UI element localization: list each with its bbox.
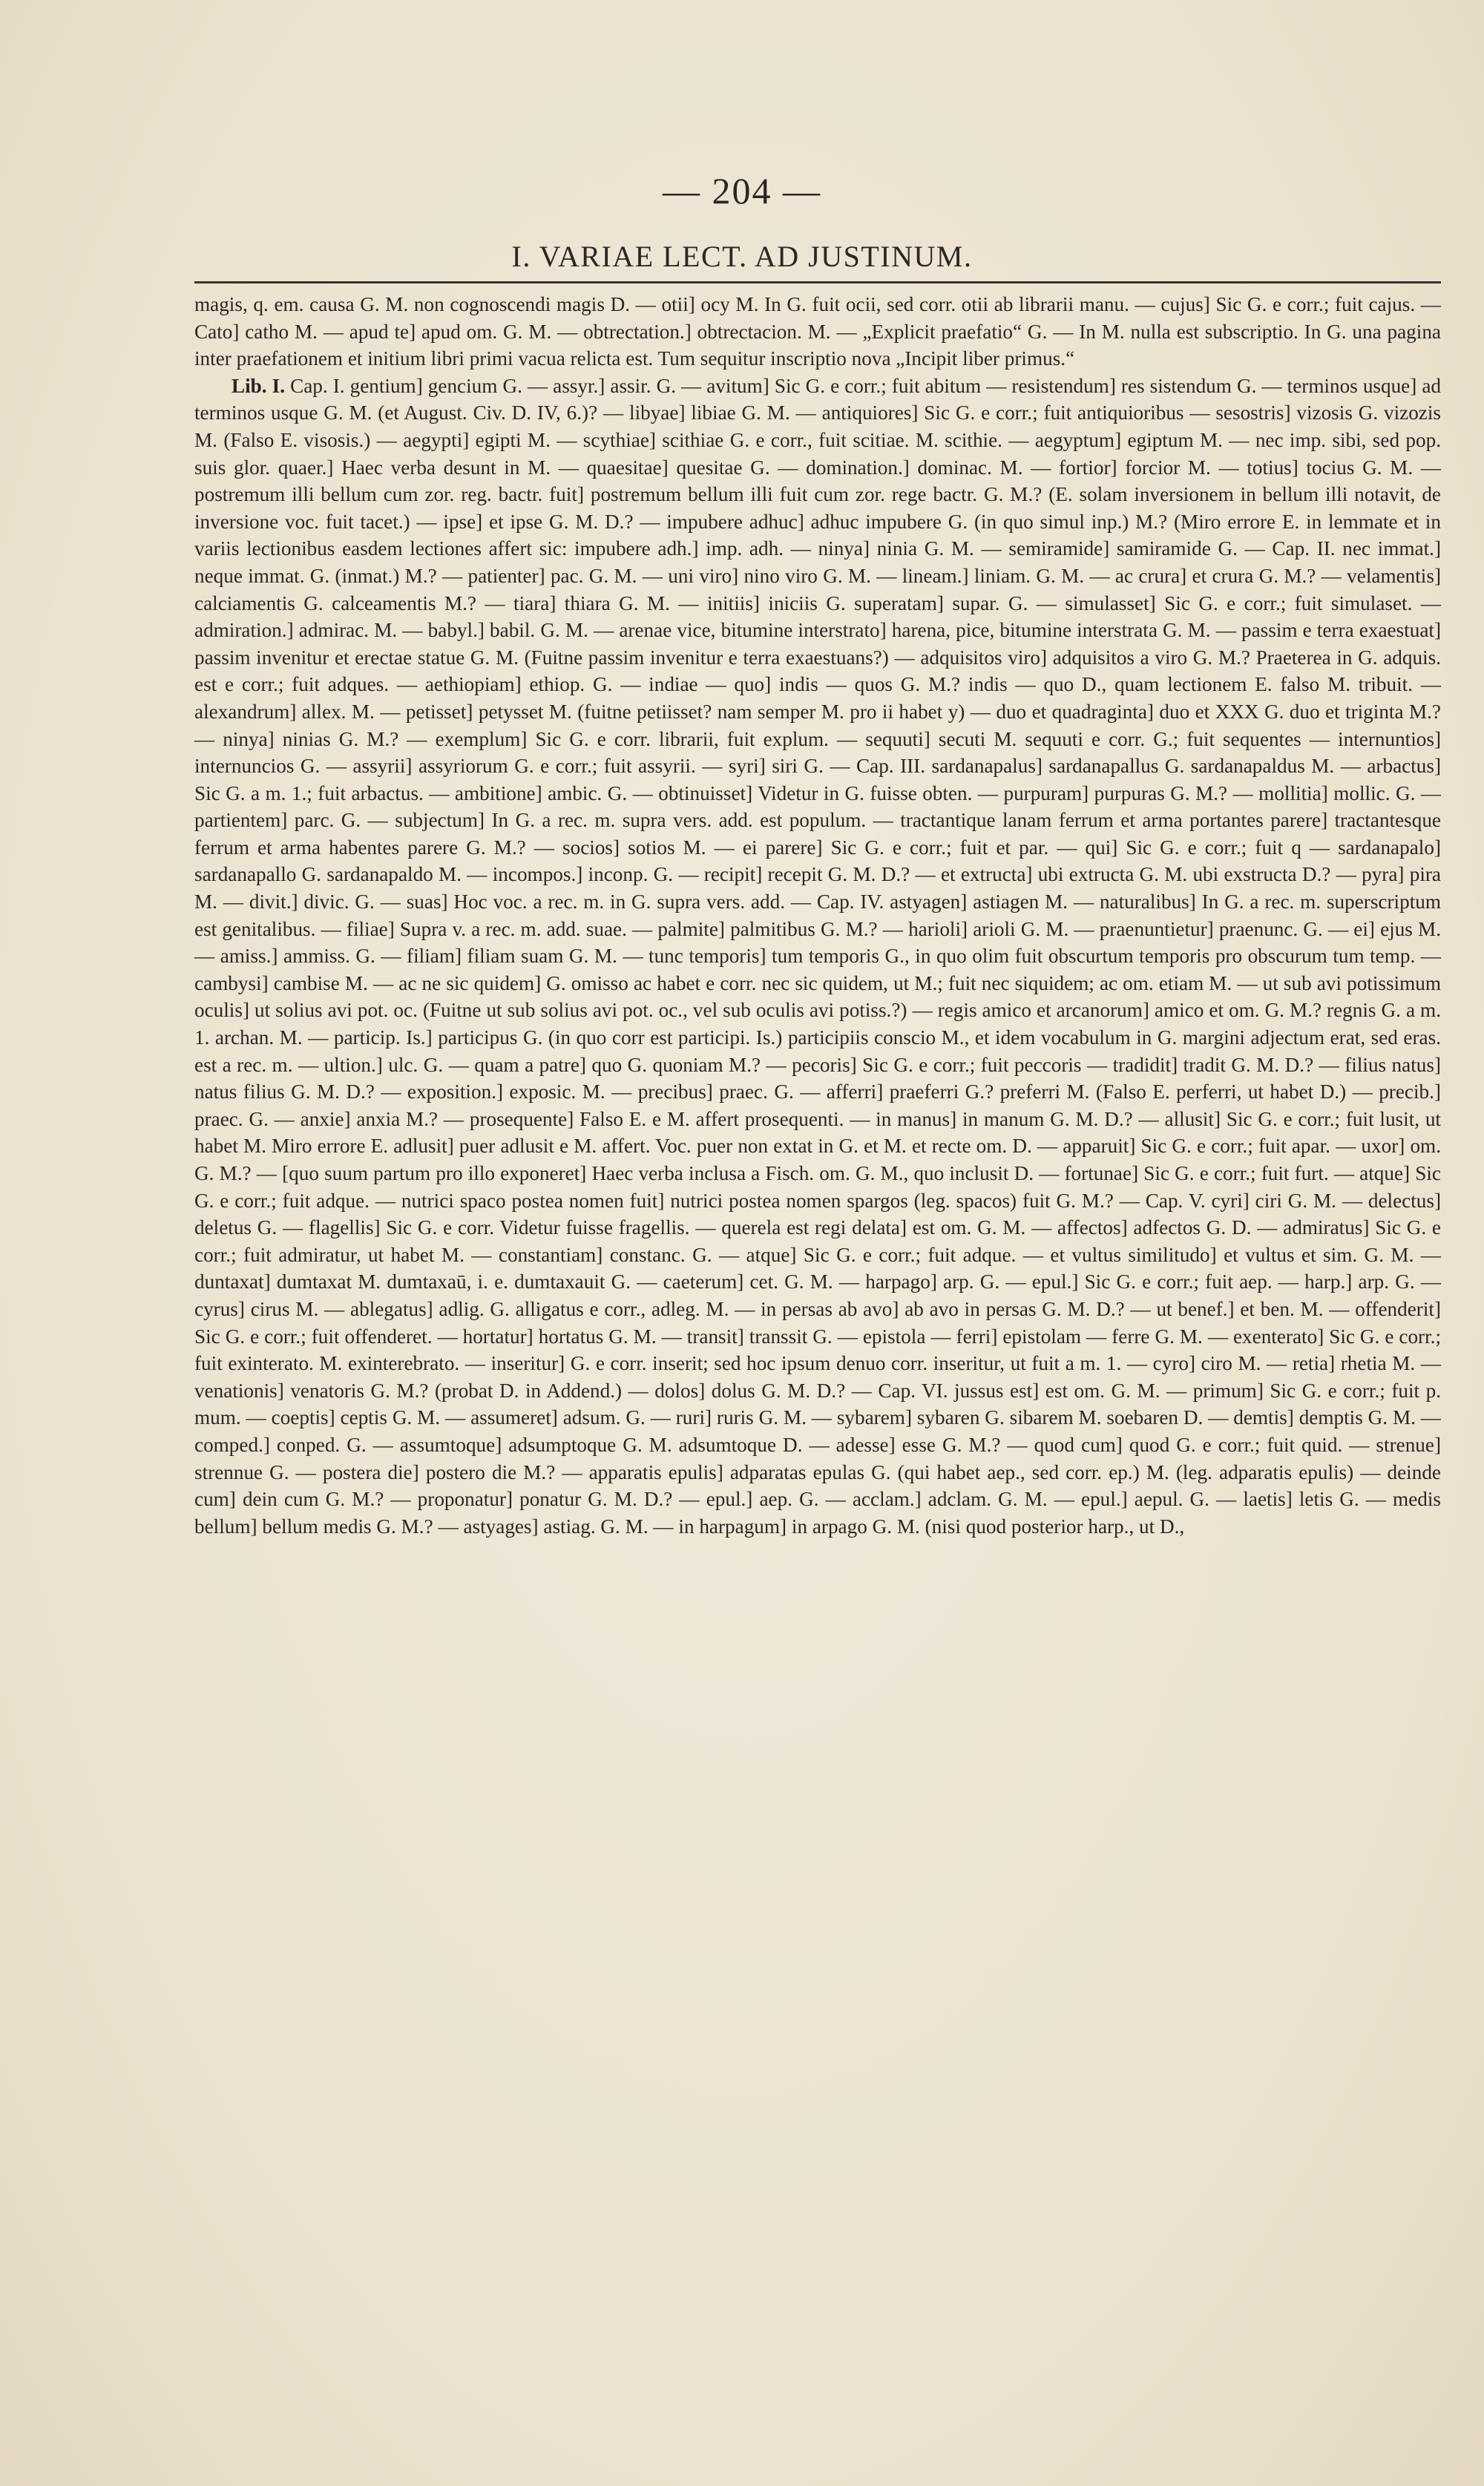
main-text	[194, 291, 1441, 1540]
book-label: Lib. I.	[232, 374, 286, 397]
paragraph-book-one	[194, 373, 1441, 1541]
header-rule	[194, 281, 1441, 283]
page-number: — 204 —	[663, 170, 821, 211]
paragraph-preface-end: magis, q. em. causa G. M. non cognoscendi magis D. — otii] ocy M. In G. fuit ocii, sed corr. otii ab librarii manu. — cujus] Sic G. e corr.; fuit cajus. — Cato] catho M. — apud te] apud om. G. M. — obtrectation.] obtrectacion. M. — „Explicit praefatio“ G. — In M. nulla est subscriptio. In G. una pagina inter praefationem et initium libri primi vacua relicta est. Tum sequitur inscriptio nova „Incipit liber primus.“	[194, 293, 1441, 370]
running-title: I. VARIAE LECT. AD JUSTINUM.	[511, 240, 973, 273]
paragraph-book-one-text: Cap. I. gentium] gencium G. — assyr.] assir. G. — avitum] Sic G. e corr.; fuit abitum — resistendum] res sistendum G. — terminos usque] ad terminos usque G. M. (et August. Civ. D. IV, 6.)? — libyae] libiae G. M. — antiquiores] Sic G. e corr.; fuit antiquioribus — sesostris] vizosis G. vizozis M. (Falso E. visosis.) — aegypti] egipti M. — scythiae] scithiae G. e corr., fuit scitiae. M. scithie. — aegyptum] egiptum M. — nec imp. sibi, sed pop. suis glor. quaer.] Haec verba desunt in M. — quaesitae] quesitae G. — domination.] dominac. M. — fortior] forcior M. — totius] tocius G. M. — postremum illi bellum cum zor. reg. bactr. fuit] postremum bellum illi fuit cum zor. rege bactr. G. M.? (E. solam inversionem in bellum illi notavit, de inversione voc. fuit tacet.) — ipse] et ipse G. M. D.? — impubere adhuc] adhuc impubere G. (in quo simul inp.) M.? (Miro errore E. in lemmate et in variis lectionibus easdem lectiones affert sic: impubere adh.] imp. adh. — ninya] ninia G. M. — semiramide] samiramide G. — Cap. II. nec immat.] neque immat. G. (inmat.) M.? — patienter] pac. G. M. — uni viro] nino viro G. M. — lineam.] liniam. G. M. — ac crura] et crura G. M.? — velamentis] calciamentis G. calceamentis M.? — tiara] thiara G. M. — initiis] iniciis G. superatam] supar. G. — simulasset] Sic G. e corr.; fuit simulaset. — admiration.] admirac. M. — babyl.] babil. G. M. — arenae vice, bitumine interstrato] harena, pice, bitumine interstrata G. M. — passim e terra exaestuat] passim invenitur et erectae statue G. M. (Fuitne passim invenitur e terra exaestuans?) — adquisitos viro] adquisitos a viro G. M.? Praeterea in G. adquis. est e corr.; fuit adques. — aethiopiam] ethiop. G. — indiae — quo] indis — quos G. M.? indis — quo D., quam lectionem E. falso M. tribuit. — alexandrum] allex. M. — petisset] petysset M. (fuitne petiisset? nam semper M. pro ii habet y) — duo et quadraginta] duo et XXX G. duo et triginta M.? — ninya] ninias G. M.? — exemplum] Sic G. e corr. librarii, fuit explum. — sequuti] secuti M. sequuti e corr. G.; fuit sequentes — internuntios] internuncios G. — assyrii] assyriorum G. e corr.; fuit assyrii. — syri] siri G. — Cap. III. sardanapalus] sardanapallus G. sardanapaldus M. — arbactus] Sic G. a m. 1.; fuit arbactus. — ambitione] ambic. G. — obtinuisset] Videtur in G. fuisse obten. — purpuram] purpuras G. M.? — mollitia] mollic. G. — partientem] parc. G. — subjectum] In G. a rec. m. supra vers. add. est populum. — tractantique lanam ferrum et arma portantes parere] tractantesque ferrum et arma habentes parere G. M.? — socios] sotios M. — ei parere] Sic G. e corr.; fuit et par. — qui] Sic G. e corr.; fuit q — sardanapalo] sardanapallo G. sardanapaldo M. — incompos.] inconp. G. — recipit] recepit G. M. D.? — et extructa] ubi extructa G. M. ubi exstructa D.? — pyra] pira M. — divit.] divic. G. — suas] Hoc voc. a rec. m. in G. supra vers. add. — Cap. IV. astyagen] astiagen M. — naturalibus] In G. a rec. m. superscriptum est genitalibus. — filiae] Supra v. a rec. m. add. suae. — palmite] palmitibus G. M.? — harioli] arioli G. M. — praenuntietur] praenunc. G. — ei] ejus M. — amiss.] ammiss. G. — filiam] filiam suam G. M. — tunc temporis] tum temporis G., in quo olim fuit obscurtum temporis pro obscurum tum temp. — cambysi] cambise M. — ac ne sic quidem] G. omisso ac habet e corr. nec sic quidem, ut M.; fuit nec siquidem; ac om. etiam M. — ut sub avi potissimum oculis] ut solius avi pot. oc. (Fuitne ut sub solius avi pot. oc., vel sub oculis avi potiss.?) — regis amico et arcanorum] amico et om. G. M.? regnis G. a m. 1. archan. M. — particip. Is.] participus G. (in quo corr est participi. Is.) participiis conscio M., et idem vocabulum in G. margini adjectum erat, sed eras. est a rec. m. — ultion.] ulc. G. — quam a patre] quo G. quoniam M.? — pecoris] Sic G. e corr.; fuit peccoris — tradidit] tradit G. M. D.? — filius natus] natus filius G. M. D.? — exposition.] exposic. M. — precibus] praec. G. — afferri] praeferri G.? preferri M. (Falso E. perferri, ut habet D.) — precib.] praec. G. — anxie] anxia M.? — prosequente] Falso E. e M. affert prosequenti. — in manus] in manum G. M. D.? — allusit] Sic G. e corr.; fuit lusit, ut habet M. Miro errore E. adlusit] puer adlusit e M. affert. Voc. puer non extat in G. et M. et recte om. D. — apparuit] Sic G. e corr.; fuit apar. — uxor] om. G. M.? — [quo suum partum pro illo exponeret] Haec verba inclusa a Fisch. om. G. M., quo inclusit D. — fortunae] Sic G. e corr.; fuit furt. — atque] Sic G. e corr.; fuit adque. — nutrici spaco postea nomen fuit] nutrici postea nomen spargos (leg. spacos) fuit G. M.? — Cap. V. cyri] ciri G. M. — delectus] deletus G. — flagellis] Sic G. e corr. Videtur fuisse fragellis. — querela est regi delata] est om. G. M. — affectos] adfectos G. D. — admiratus] Sic G. e corr.; fuit admiratur, ut habet M. — constantiam] constanc. G. — atque] Sic G. e corr.; fuit adque. — et vultus similitudo] et vultus et sim. G. M. — duntaxat] dumtaxat M. dumtaxaū, i. e. dumtaxauit G. — caeterum] cet. G. M. — harpago] arp. G. — epul.] Sic G. e corr.; fuit aep. — harp.] arp. G. — cyrus] cirus M. — ablegatus] adlig. G. alligatus e corr., adleg. M. — in persas ab avo] ab avo in persas G. M. D.? — ut benef.] et ben. M. — offenderit] Sic G. e corr.; fuit offenderet. — hortatur] hortatus G. M. — transit] transsit G. — epistola — ferri] epistolam — ferre G. M. — exenterato] Sic G. e corr.; fuit exinterato. M. exinterebrato. — inseritur] G. e corr. inserit; sed hoc ipsum denuo corr. inseritur, ut fuit a m. 1. — cyro] ciro M. — retia] rhetia M. — venationis] venatoris G. M.? (probat D. in Addend.) — dolos] dolus G. M. D.? — Cap. VI. jussus est] est om. G. M. — primum] Sic G. e corr.; fuit p. mum. — coeptis] ceptis G. M. — assumeret] adsum. G. — ruri] ruris G. M. — sybarem] sybaren G. sibarem M. soebaren D. — demtis] demptis G. M. — comped.] conped. G. — assumtoque] adsumptoque G. M. adsumtoque D. — adesse] esse G. M.? — quod cum] quod G. e corr.; fuit quid. — strenue] strennue G. — postera die] postero die M.? — apparatis epulis] adparatas epulas G. (qui habet aep., sed corr. ep.) M. (leg. adparatis epulis) — deinde cum] dein cum G. M.? — proponatur] ponatur G. M. D.? — epul.] aep. G. — acclam.] adclam. G. M. — epul.] aepul. G. — laetis] letis G. — medis bellum] bellum medis G. M.? — astyages] astiag. G. M. — in harpagum] in arpago G. M. (nisi quod posterior harp., ut D.,	[194, 374, 1442, 1538]
